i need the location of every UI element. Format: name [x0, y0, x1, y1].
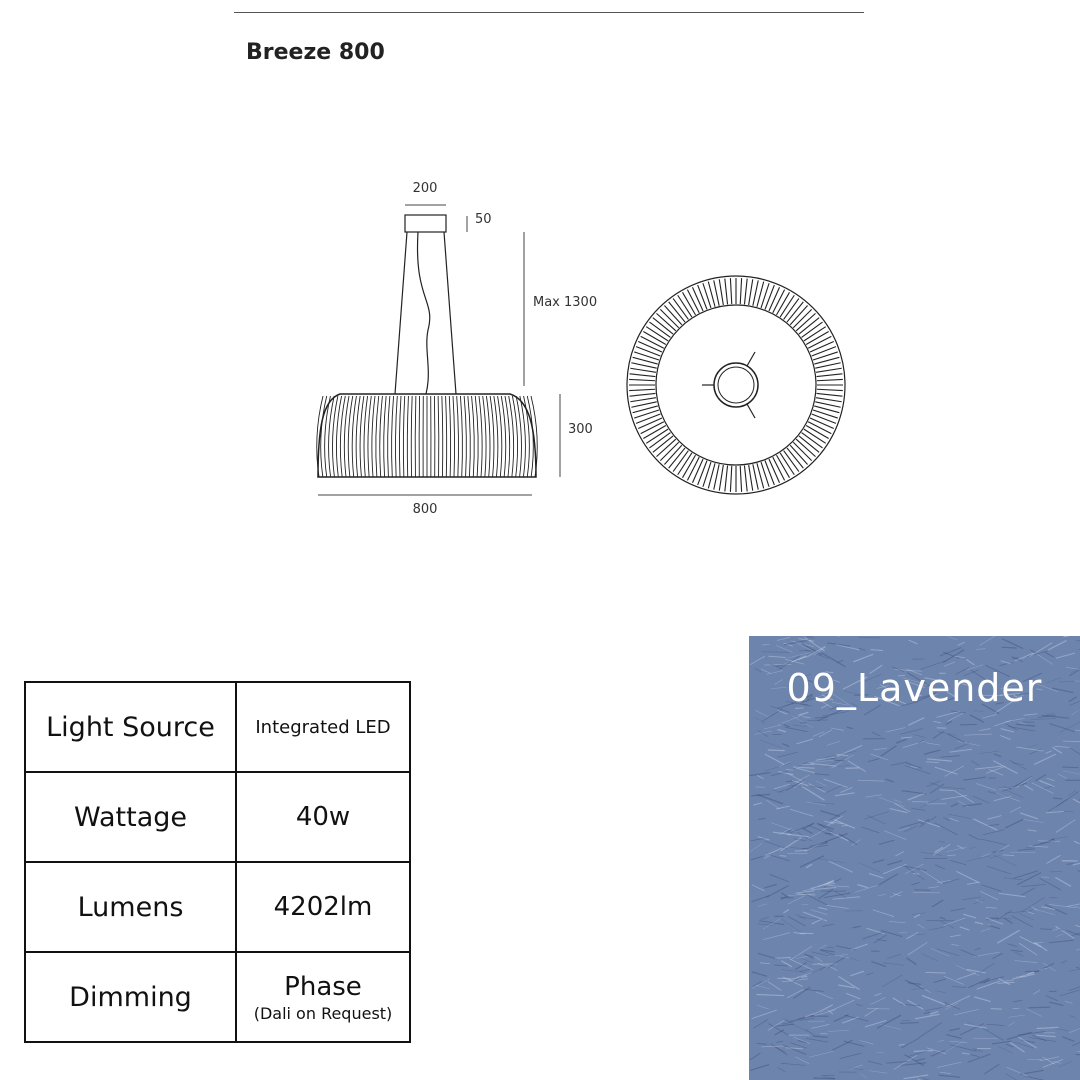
shade-rib [399, 396, 401, 477]
radial-fin [630, 368, 656, 372]
radial-fins [629, 278, 843, 492]
radial-fin [683, 292, 696, 315]
shade-rib [380, 396, 383, 477]
shade-ribs [317, 396, 538, 477]
radial-fin [687, 457, 699, 480]
shade-rib [490, 396, 494, 477]
product-title: Breeze 800 [246, 40, 385, 65]
table-row [25, 952, 410, 1042]
spec-label-light-source: Light Source [25, 682, 236, 772]
radial-fin [808, 422, 831, 434]
radial-fin [714, 464, 719, 489]
shade-rib [453, 396, 455, 477]
shade-rib [498, 396, 502, 477]
radial-fin [692, 459, 703, 483]
shade-rib [494, 396, 498, 477]
shade-rib [368, 396, 371, 477]
radial-fin [719, 279, 723, 305]
spec-value-dimming [236, 952, 410, 1042]
radial-fin [698, 461, 707, 485]
ceiling-canopy [405, 215, 446, 232]
table-row [25, 772, 410, 862]
center-hub [714, 363, 758, 407]
shade-rib [396, 396, 398, 477]
dimming-value: Phase [284, 971, 362, 1002]
shade-rib [415, 396, 416, 477]
radial-fin [698, 285, 707, 309]
radial-fin [773, 290, 785, 313]
radial-fin [636, 414, 660, 423]
shade-rib [403, 396, 404, 477]
spec-label-lumens: Lumens [25, 862, 236, 952]
radial-fin [641, 422, 664, 434]
radial-fin [692, 287, 703, 311]
radial-fin [765, 461, 774, 485]
radial-fin [817, 379, 843, 380]
radial-fin [730, 466, 731, 492]
radial-fin [630, 398, 656, 402]
color-swatch [749, 636, 1080, 1080]
radial-fin [815, 402, 840, 407]
shade-rib [364, 396, 368, 477]
radial-fin [817, 389, 843, 390]
shade-rib [468, 396, 470, 477]
inner-ring [656, 305, 816, 465]
shade-rib [407, 396, 408, 477]
radial-fin [631, 402, 656, 407]
radial-fin [629, 389, 655, 390]
radial-fin [753, 464, 758, 489]
dim-shade-height: 300 [568, 422, 593, 437]
radial-fin [817, 374, 843, 377]
shade-rib [360, 396, 364, 477]
shade-rib [475, 396, 478, 477]
radial-fin [806, 332, 829, 345]
swatch-label: 09_Lavender [786, 666, 1043, 710]
radial-fin [744, 466, 747, 492]
radial-fin [769, 459, 780, 483]
shade-rib [388, 396, 390, 477]
shade-rib [449, 396, 450, 477]
radial-fin [631, 363, 656, 368]
shade-rib [438, 396, 439, 477]
hub-arm [747, 352, 755, 366]
center-hub-inner [718, 367, 754, 403]
radial-fin [740, 466, 741, 492]
dim-canopy-height: 50 [475, 212, 492, 227]
suspension-wire [444, 232, 456, 394]
spec-value-lumens: 4202lm [236, 862, 410, 952]
spec-value-wattage: 40w [236, 772, 410, 862]
shade-rib [464, 396, 466, 477]
side-view [317, 215, 538, 477]
top-view [627, 276, 845, 494]
radial-fin [812, 414, 836, 423]
radial-fin [769, 287, 780, 311]
shade-rib [411, 396, 412, 477]
shade-rib [376, 396, 379, 477]
radial-fin [643, 426, 666, 439]
radial-fin [808, 336, 831, 348]
suspension-wire [395, 232, 407, 394]
radial-fin [777, 455, 790, 478]
radial-fin [744, 279, 747, 305]
radial-fin [630, 374, 656, 377]
shade-rib [483, 396, 486, 477]
shade-rib [384, 396, 386, 477]
radial-fin [815, 363, 840, 368]
radial-fin [817, 393, 843, 396]
spec-label-dimming: Dimming [25, 952, 236, 1042]
spec-label-wattage: Wattage [25, 772, 236, 862]
radial-fin [725, 466, 728, 492]
spec-table [24, 681, 411, 1043]
hub-arm [747, 404, 755, 418]
radial-fin [773, 457, 785, 480]
shade-rib [372, 396, 375, 477]
shade-rib [446, 396, 447, 477]
shade-rib [479, 396, 482, 477]
shade-rib [392, 396, 394, 477]
radial-fin [765, 285, 774, 309]
radial-fin [638, 418, 662, 429]
shade-rib [486, 396, 490, 477]
radial-fin [638, 341, 662, 352]
shade-rib [472, 396, 475, 477]
radial-fin [812, 347, 836, 356]
dim-suspension: Max 1300 [533, 295, 598, 310]
radial-fin [753, 280, 758, 305]
radial-fin [683, 455, 696, 478]
radial-fin [740, 278, 741, 304]
radial-fin [730, 278, 731, 304]
radial-fin [643, 332, 666, 345]
radial-fin [629, 379, 655, 380]
radial-fin [630, 393, 656, 396]
radial-fin [777, 292, 790, 315]
shade-rib [457, 396, 459, 477]
radial-fin [810, 418, 834, 429]
dimming-note: (Dali on Request) [253, 1003, 393, 1023]
radial-fin [749, 465, 753, 491]
radial-fin [749, 279, 753, 305]
table-row [25, 862, 410, 952]
radial-fin [687, 290, 699, 313]
radial-fin [810, 341, 834, 352]
radial-fin [714, 280, 719, 305]
power-cable [418, 232, 430, 394]
radial-fin [641, 336, 664, 348]
radial-fin [806, 426, 829, 439]
spec-value-light-source: Integrated LED [236, 682, 410, 772]
radial-fin [719, 465, 723, 491]
table-row [25, 682, 410, 772]
radial-fin [636, 347, 660, 356]
radial-fin [816, 368, 842, 372]
shade-rib [352, 396, 356, 477]
dim-shade-diameter: 800 [412, 502, 438, 517]
radial-fin [725, 279, 728, 305]
shade-rib [356, 396, 360, 477]
shade-rib [460, 396, 462, 477]
radial-fin [816, 398, 842, 402]
shade-rib [442, 396, 443, 477]
outer-ring [627, 276, 845, 494]
dim-canopy-width: 200 [412, 181, 438, 196]
